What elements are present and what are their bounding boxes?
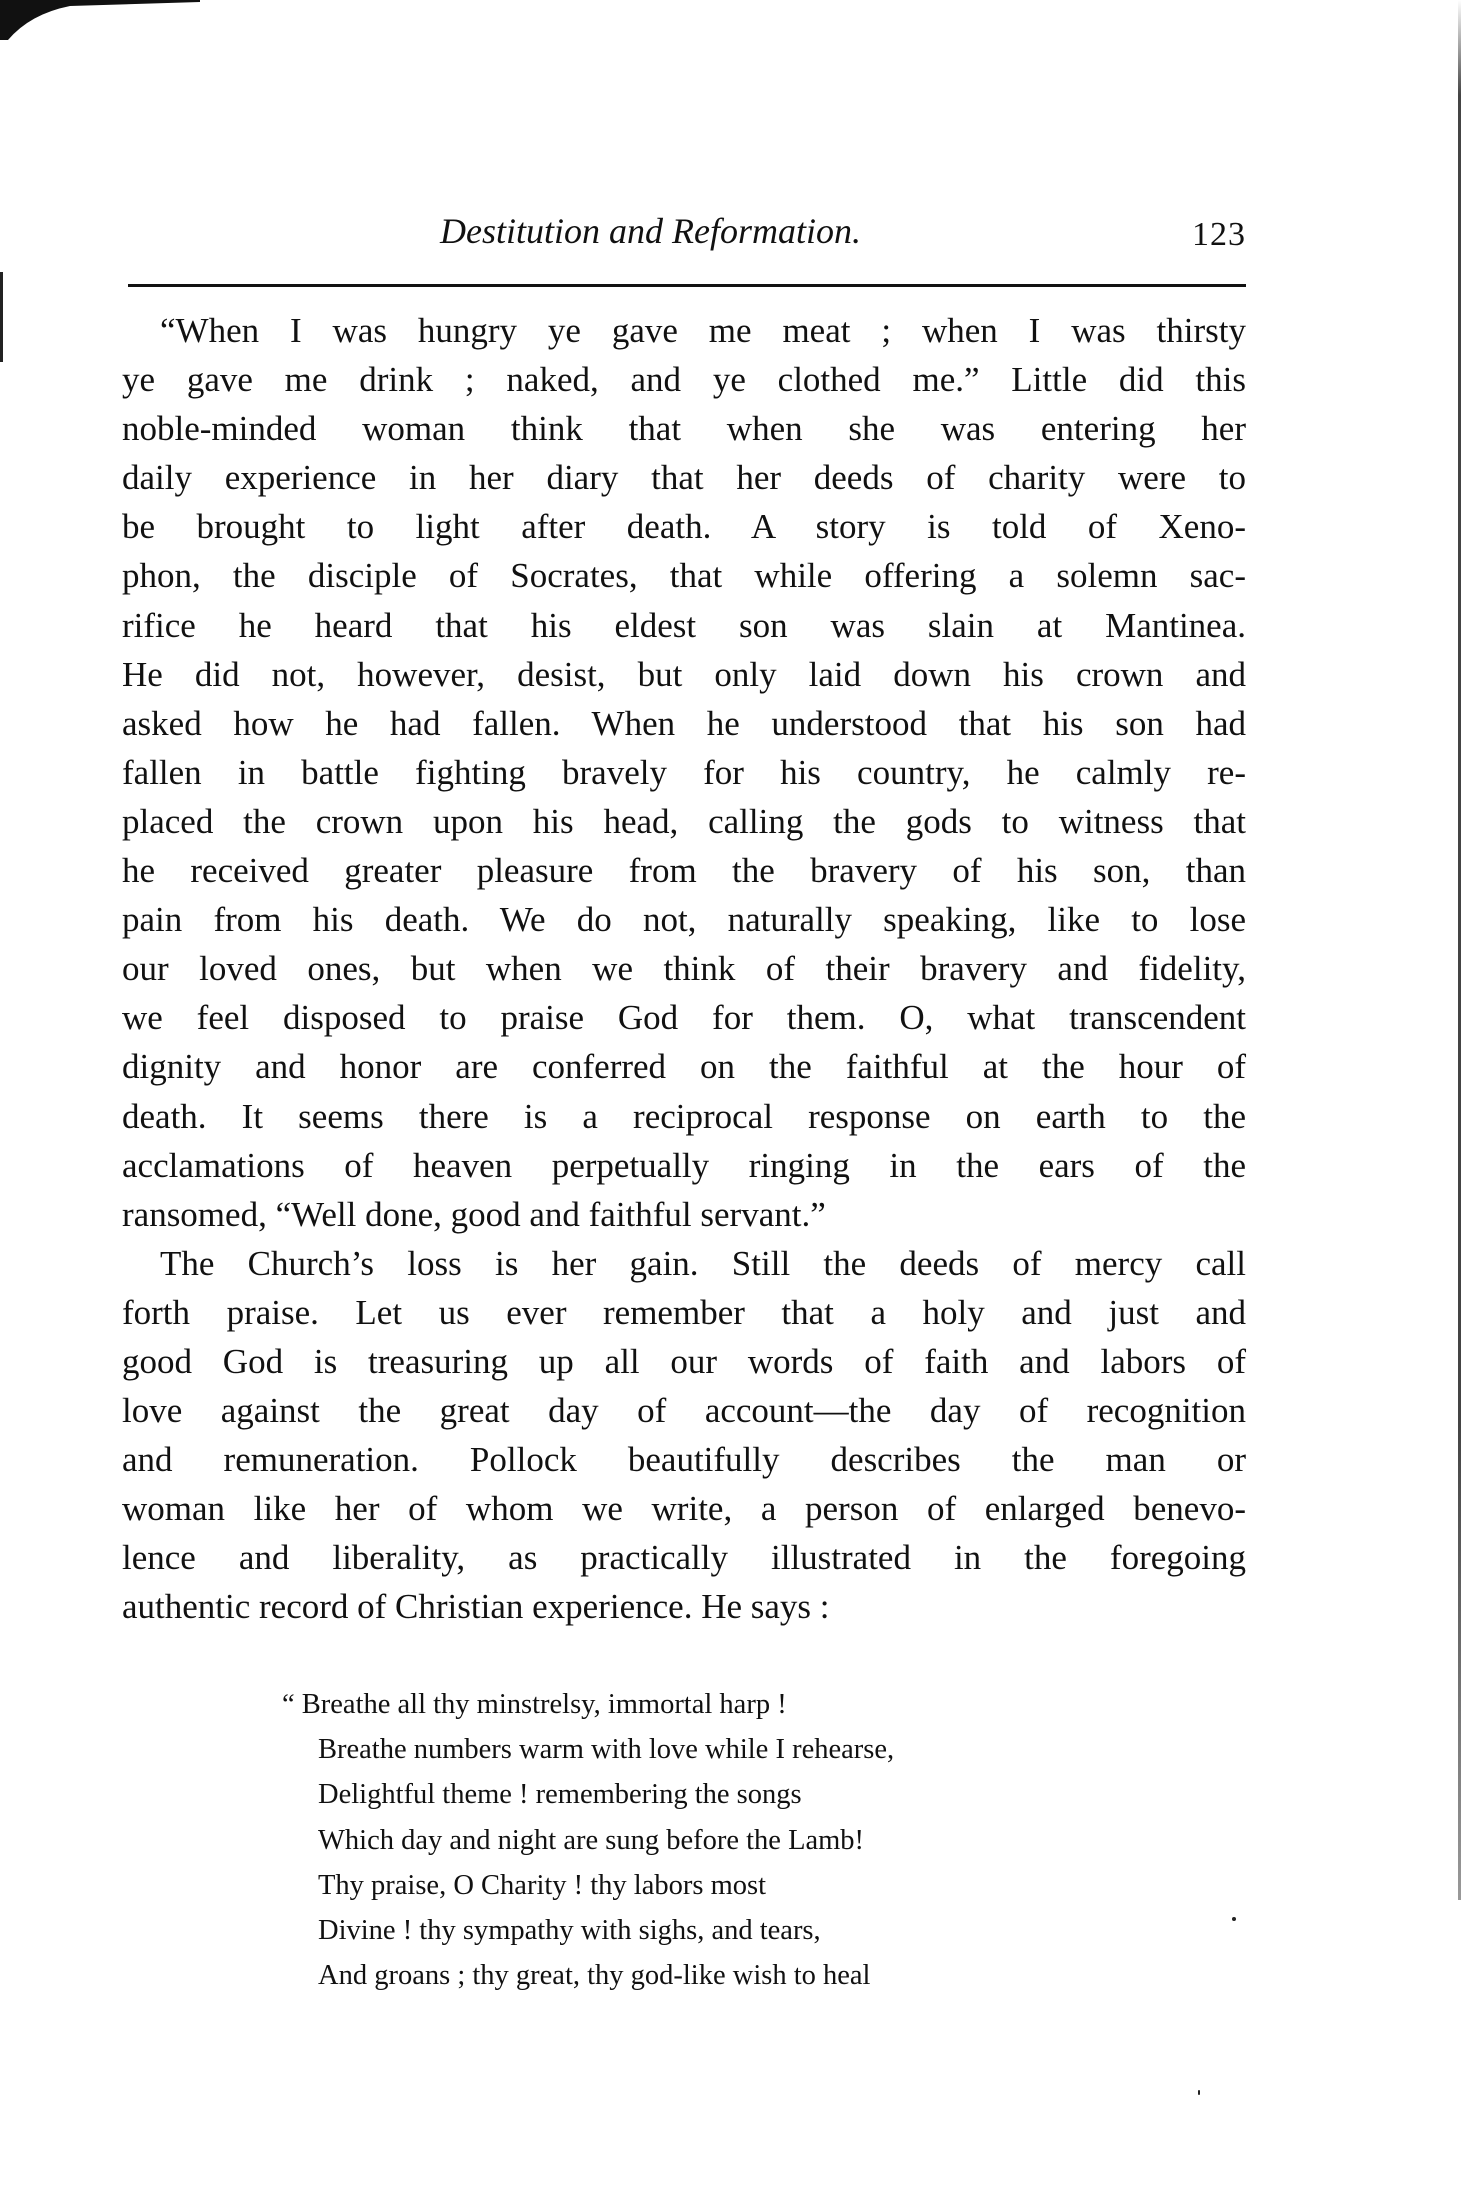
text-line: The Church’s loss is her gain. Still the deeds of mercy call	[160, 1243, 1246, 1283]
text-line: noble-minded woman think that when she was entering her	[122, 409, 1246, 449]
text-line: He did not, however, desist, but only laid down his crown and	[122, 654, 1246, 694]
text-line: acclamations of heaven perpetually ringing in the ears of the	[122, 1145, 1246, 1185]
text-line: be brought to light after death. A story is told of Xeno-	[122, 507, 1246, 547]
poem-quote	[282, 1682, 1042, 1998]
text-line: woman like her of whom we write, a person of enlarged benevo-	[122, 1489, 1246, 1529]
page-number: 123	[1192, 216, 1246, 253]
body-text	[122, 306, 1246, 1632]
scan-edge-left	[0, 272, 3, 362]
text-line: rifice he heard that his eldest son was slain at Mantinea.	[122, 605, 1246, 645]
text-line: “When I was hungry ye gave me meat ; when I was thirsty	[160, 311, 1246, 350]
text-line: forth praise. Let us ever remember that a holy and just and	[122, 1292, 1246, 1332]
ink-speck	[1232, 1917, 1236, 1921]
text-line: phon, the disciple of Socrates, that while offering a solemn sac-	[122, 556, 1246, 596]
scan-edge-right	[1458, 0, 1461, 1900]
page-header	[122, 210, 1246, 260]
poem-line: Delightful theme ! remembering the songs	[318, 1779, 802, 1811]
ink-speck	[1198, 2090, 1200, 2095]
poem-line: Thy praise, O Charity ! thy labors most	[318, 1869, 767, 1901]
text-line: death. It seems there is a reciprocal response on earth to the	[122, 1096, 1246, 1136]
text-line: good God is treasuring up all our words of faith and labors of	[122, 1341, 1246, 1381]
text-line: placed the crown upon his head, calling the gods to witness that	[122, 801, 1246, 841]
header-rule	[128, 284, 1246, 287]
text-line: pain from his death. We do not, naturally speaking, like to lose	[122, 900, 1246, 940]
poem-line: And groans ; thy great, thy god-like wish to heal	[318, 1960, 871, 1992]
text-line: love against the great day of account—the day of recognition	[122, 1391, 1246, 1431]
text-line: fallen in battle fighting bravely for his country, he calmly re-	[122, 752, 1246, 792]
text-line: he received greater pleasure from the bravery of his son, than	[122, 851, 1246, 891]
text-line: dignity and honor are conferred on the faithful at the hour of	[122, 1047, 1246, 1087]
poem-line: Which day and night are sung before the Lamb!	[318, 1824, 865, 1856]
text-line: asked how he had fallen. When he understood that his son had	[122, 703, 1246, 743]
scan-corner-artifact	[0, 0, 200, 40]
text-line: daily experience in her diary that her deeds of charity were to	[122, 458, 1246, 498]
text-line: our loved ones, but when we think of their bravery and fidelity,	[122, 949, 1246, 989]
text-line: ye gave me drink ; naked, and ye clothed me.” Little did this	[122, 360, 1246, 400]
poem-line: “ Breathe all thy minstrelsy, immortal harp !	[282, 1689, 787, 1720]
text-line: we feel disposed to praise God for them. O, what transcendent	[122, 998, 1246, 1038]
text-line: and remuneration. Pollock beautifully describes the man or	[122, 1440, 1246, 1480]
poem-line: Divine ! thy sympathy with sighs, and tears,	[318, 1915, 821, 1947]
text-line: ransomed, “Well done, good and faithful servant.”	[122, 1194, 826, 1234]
text-line: authentic record of Christian experience. He says :	[122, 1587, 830, 1627]
running-title: Destitution and Reformation.	[440, 211, 861, 251]
text-line: lence and liberality, as practically illustrated in the foregoing	[122, 1538, 1246, 1578]
poem-line: Breathe numbers warm with love while I rehearse,	[318, 1734, 895, 1766]
